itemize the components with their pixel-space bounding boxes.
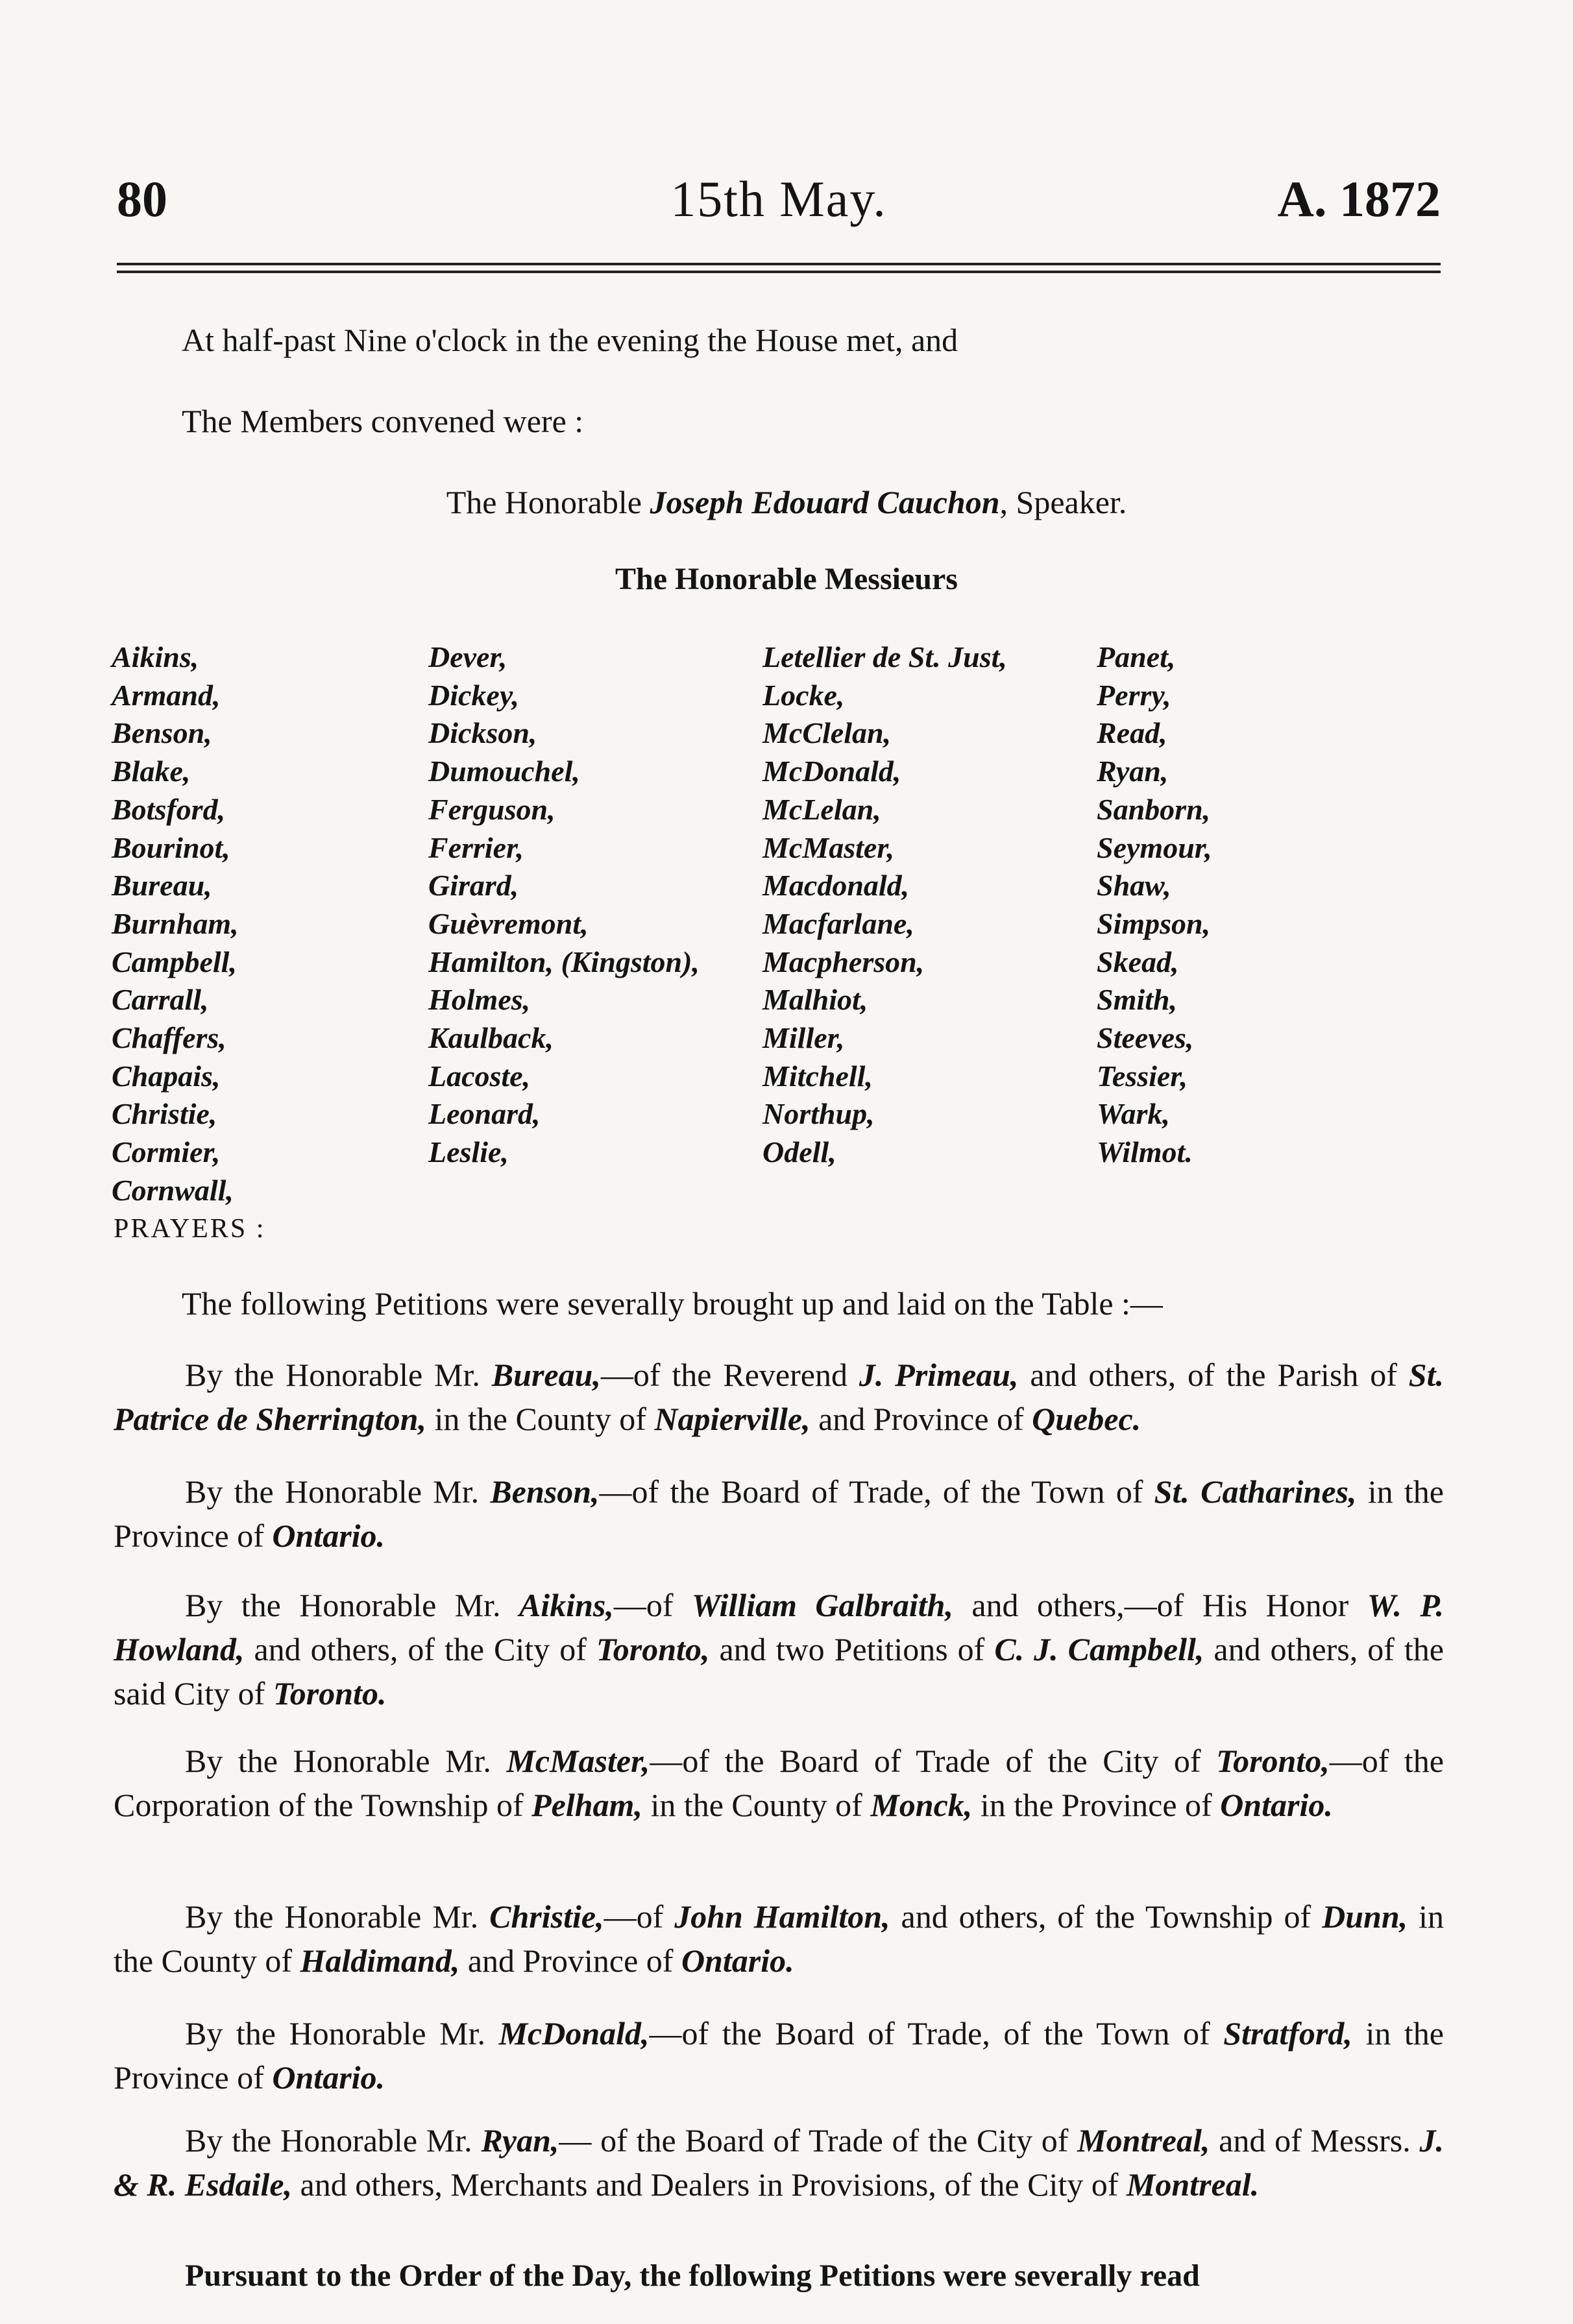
header-rule-top bbox=[117, 263, 1441, 265]
member-name: Read, bbox=[1097, 716, 1167, 750]
member-name: Perry, bbox=[1097, 678, 1171, 712]
member-name: Smith, bbox=[1097, 983, 1178, 1017]
member-name: Malhiot, bbox=[762, 983, 868, 1017]
page-number: 80 bbox=[117, 171, 167, 227]
opening-line: At half-past Nine o'clock in the evening the House met, and bbox=[182, 322, 958, 358]
petition-paragraph-1: By the Honorable Mr. Bureau,—of the Reverend J. Primeau, and others, of the Parish of St. Patrice de Sherrington, in the County of Napierville, and Province of Quebec. bbox=[114, 1357, 1444, 1437]
member-name: Macdonald, bbox=[762, 869, 910, 902]
speaker-prefix: The Honorable bbox=[446, 484, 650, 520]
member-name: Ferguson, bbox=[428, 792, 555, 826]
member-name: Wark, bbox=[1097, 1097, 1170, 1131]
member-name: Skead, bbox=[1097, 945, 1179, 978]
member-name: Letellier de St. Just, bbox=[762, 640, 1007, 673]
petition-paragraph-7: By the Honorable Mr. Ryan,— of the Board of Trade of the City of Montreal, and of Messrs. J. & R. Esdaile, and others, Merchants and Dealers in Provisions, of the City of Montreal. bbox=[114, 2122, 1444, 2203]
member-name: Benson, bbox=[112, 716, 212, 750]
closing-line: Pursuant to the Order of the Day, the following Petitions were severally read bbox=[185, 2258, 1200, 2293]
member-name: Cornwall, bbox=[112, 1173, 234, 1207]
member-name: McMaster, bbox=[762, 830, 895, 864]
member-name: Botsford, bbox=[112, 792, 226, 826]
members-convened-line: The Members convened were : bbox=[182, 403, 584, 439]
petition-paragraph-6: By the Honorable Mr. McDonald,—of the Board of Trade, of the Town of Stratford, in the Province of Ontario. bbox=[114, 2015, 1444, 2096]
member-name: Simpson, bbox=[1097, 906, 1211, 940]
member-name: McClelan, bbox=[762, 716, 892, 750]
member-name: Aikins, bbox=[112, 640, 199, 673]
member-name: Burnham, bbox=[112, 906, 239, 940]
member-name: Guèvremont, bbox=[428, 906, 589, 940]
member-name: Panet, bbox=[1097, 640, 1176, 673]
prayers-heading: PRAYERS : bbox=[114, 1214, 266, 1244]
member-name: Locke, bbox=[762, 678, 845, 712]
members-column-4 bbox=[1097, 638, 1212, 1172]
member-name: Wilmot. bbox=[1097, 1135, 1193, 1169]
member-name: Macfarlane, bbox=[762, 906, 914, 940]
member-name: Bureau, bbox=[112, 869, 212, 902]
member-name: Chaffers, bbox=[112, 1021, 226, 1055]
member-name: Holmes, bbox=[428, 983, 531, 1017]
page-header bbox=[117, 170, 1441, 241]
member-name: McLelan, bbox=[762, 792, 881, 826]
member-name: Shaw, bbox=[1097, 869, 1171, 902]
page-year: A. 1872 bbox=[1277, 171, 1441, 227]
member-name: Blake, bbox=[112, 755, 191, 788]
member-name: Dickey, bbox=[428, 678, 520, 712]
speaker-line bbox=[0, 483, 1573, 521]
member-name: Leonard, bbox=[428, 1097, 541, 1131]
petition-paragraph-3: By the Honorable Mr. Aikins,—of William Galbraith, and others,—of His Honor W. P. Howland, and others, of the City of Toronto, and two Petitions of C. J. Campbell, and others, of the said City of Toronto. bbox=[114, 1587, 1445, 1712]
members-column-2 bbox=[428, 638, 700, 1172]
speaker-suffix: , Speaker. bbox=[999, 484, 1127, 520]
member-name: Hamilton, (Kingston), bbox=[428, 945, 700, 978]
messieurs-heading: The Honorable Messieurs bbox=[615, 562, 958, 596]
petitions-intro: The following Petitions were severally brought up and laid on the Table :— bbox=[182, 1285, 1163, 1322]
member-name: Macpherson, bbox=[762, 945, 925, 978]
member-name: McDonald, bbox=[762, 755, 901, 788]
petition-paragraph-2: By the Honorable Mr. Benson,—of the Board of Trade, of the Town of St. Catharines, in the Province of Ontario. bbox=[114, 1473, 1444, 1554]
member-name: Carrall, bbox=[112, 983, 209, 1017]
member-name: Miller, bbox=[762, 1021, 845, 1055]
member-name: Ferrier, bbox=[428, 830, 524, 864]
member-name: Leslie, bbox=[428, 1135, 509, 1169]
member-name: Odell, bbox=[762, 1135, 836, 1169]
members-column-1 bbox=[112, 638, 239, 1210]
member-name: Cormier, bbox=[112, 1135, 221, 1169]
member-name: Northup, bbox=[762, 1097, 875, 1131]
petition-paragraph-5: By the Honorable Mr. Christie,—of John Hamilton, and others, of the Township of Dunn, in the County of Haldimand, and Province of Ontario. bbox=[114, 1898, 1444, 1979]
members-column-3 bbox=[762, 638, 1007, 1172]
member-name: Dever, bbox=[428, 640, 507, 673]
member-name: Armand, bbox=[112, 678, 221, 712]
header-rule-bottom bbox=[117, 271, 1441, 273]
member-name: Sanborn, bbox=[1097, 792, 1211, 826]
member-name: Bourinot, bbox=[112, 830, 230, 864]
member-name: Christie, bbox=[112, 1097, 217, 1131]
member-name: Lacoste, bbox=[428, 1059, 531, 1093]
member-name: Tessier, bbox=[1097, 1059, 1188, 1093]
member-name: Chapais, bbox=[112, 1059, 221, 1093]
member-name: Girard, bbox=[428, 869, 519, 902]
petition-paragraph-4: By the Honorable Mr. McMaster,—of the Board of Trade of the City of Toronto,—of the Corporation of the Township of Pelham, in the County of Monck, in the Province of Ontario. bbox=[114, 1743, 1445, 1823]
member-name: Seymour, bbox=[1097, 830, 1212, 864]
member-name: Mitchell, bbox=[762, 1059, 873, 1093]
member-name: Ryan, bbox=[1097, 755, 1169, 788]
speaker-name: Joseph Edouard Cauchon bbox=[650, 484, 1000, 520]
member-name: Dumouchel, bbox=[428, 755, 580, 788]
member-name: Kaulback, bbox=[428, 1021, 554, 1055]
page-date: 15th May. bbox=[670, 171, 887, 227]
member-name: Dickson, bbox=[428, 716, 537, 750]
member-name: Steeves, bbox=[1097, 1021, 1194, 1055]
member-name: Campbell, bbox=[112, 945, 237, 978]
